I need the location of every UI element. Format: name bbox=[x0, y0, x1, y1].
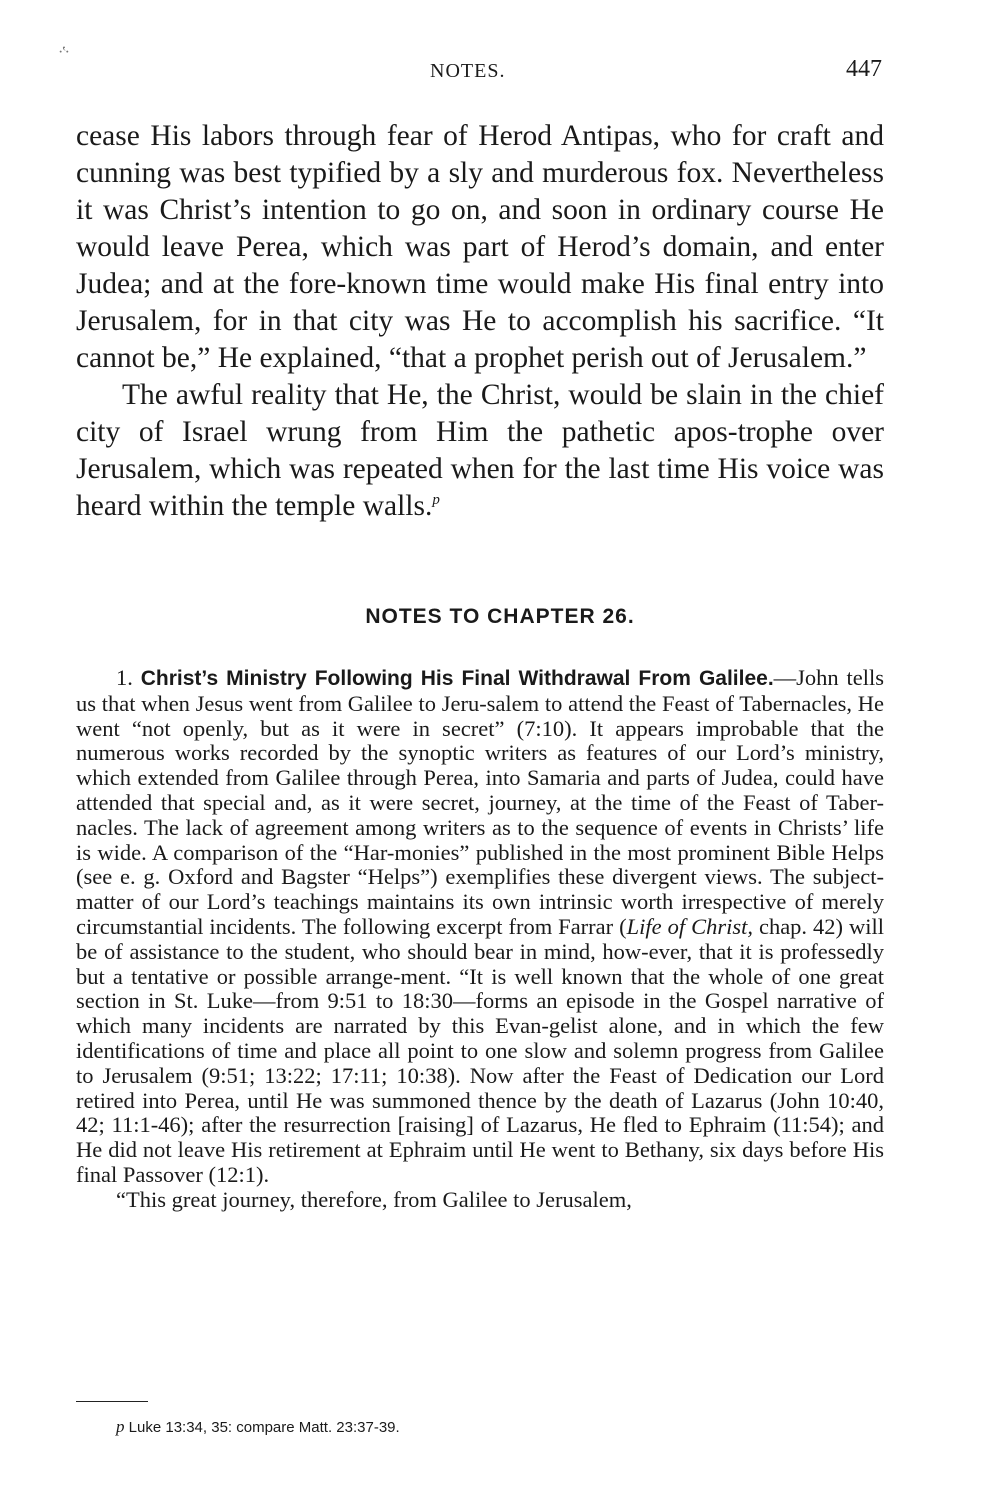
footnote-text: Luke 13:34, 35: compare Matt. 23:37-39. bbox=[128, 1419, 400, 1436]
footnote-marker: p bbox=[432, 492, 440, 509]
notes-section bbox=[76, 666, 884, 1213]
note-1-book-title: Life of Christ, bbox=[626, 913, 753, 939]
note-1-number: 1. bbox=[116, 665, 133, 690]
print-speck-decoration: ·‛· bbox=[58, 44, 68, 61]
notes-heading: NOTES TO CHAPTER 26. bbox=[365, 605, 635, 628]
note-1-title: Christ’s Ministry Following His Final Withdrawal From Galilee. bbox=[140, 667, 774, 690]
note-1-text-b: chap. 42) will be of assistance to the student, who should bear in mind, how-ever, that it is professedly but a tentative or possible arrange-ment. “It is well known that the whole of one great section in St. Luke—from 9:51 to 18:30—forms an episode in the Gospel narrative of which many incidents are narrated by this Evan-gelist alone, and in which the few identifications of time and place all point to one slow and solemn progress from Galilee to Jerusalem (9:51; 13:22; 17:11; 10:38). Now after the Feast of Dedication our Lord retired into Perea, until He was summoned thence by the death of Lazarus (John 10:40, 42; 11:1-46); after the resurrection [raising] of Lazarus, He fled to Ephraim (11:54); and He did not leave His retirement at Ephraim until He went to Bethany, six days before His final Passover (12:1). bbox=[76, 913, 885, 1187]
page-number: 447 bbox=[846, 56, 882, 82]
main-text bbox=[76, 118, 884, 525]
footnote-label: p bbox=[116, 1417, 125, 1436]
note-1-text-a: —John tells us that when Jesus went from Galilee to Jeru-salem to attend the Feast of Tabernacles, He went “not openly, but as it were in secret” (7:10). It appears improbable that the numerous works recorded by the synoptic writers as features of our Lord’s ministry, which extended from Galilee through Perea, into Samaria and parts of Judea, could have attended that special and, as it were secret, journey, at the time of the Feast of Taber-nacles. The lack of agreement among writers as to the sequence of events in Christs’ life is wide. A comparison of the “Har-monies” published in the most prominent Bible Helps (see e. g. Oxford and Bagster “Helps”) exemplifies these divergent views. The subject-matter of our Lord’s teachings maintains its own intrinsic worth irrespective of merely circumstantial incidents. The following excerpt from Farrar ( bbox=[76, 665, 884, 939]
footnote bbox=[116, 1417, 400, 1437]
paragraph-2-text: The awful reality that He, the Christ, would be slain in the chief city of Israel wrung from Him the pathetic apos-trophe over Jerusalem, which was repeated when for the last time His voice was heard within the temple walls. bbox=[76, 379, 884, 522]
footnote-rule bbox=[76, 1401, 148, 1402]
running-head: NOTES. bbox=[430, 60, 506, 82]
paragraph-1: cease His labors through fear of Herod Antipas, who for craft and cunning was best typified by a sly and murderous fox. Nevertheless it was Christ’s intention to go on, and soon in ordinary course He would leave Perea, which was part of Herod’s domain, and enter Judea; and at the fore-known time would make His final entry into Jerusalem, for in that city was He to accomplish his sacrifice. “It cannot be,” He explained, “that a prophet perish out of Jerusalem.” bbox=[76, 120, 884, 374]
paragraph-2 bbox=[76, 377, 884, 525]
note-1 bbox=[76, 666, 884, 1188]
note-1-continuation: “This great journey, therefore, from Galilee to Jerusalem, bbox=[116, 1186, 632, 1212]
